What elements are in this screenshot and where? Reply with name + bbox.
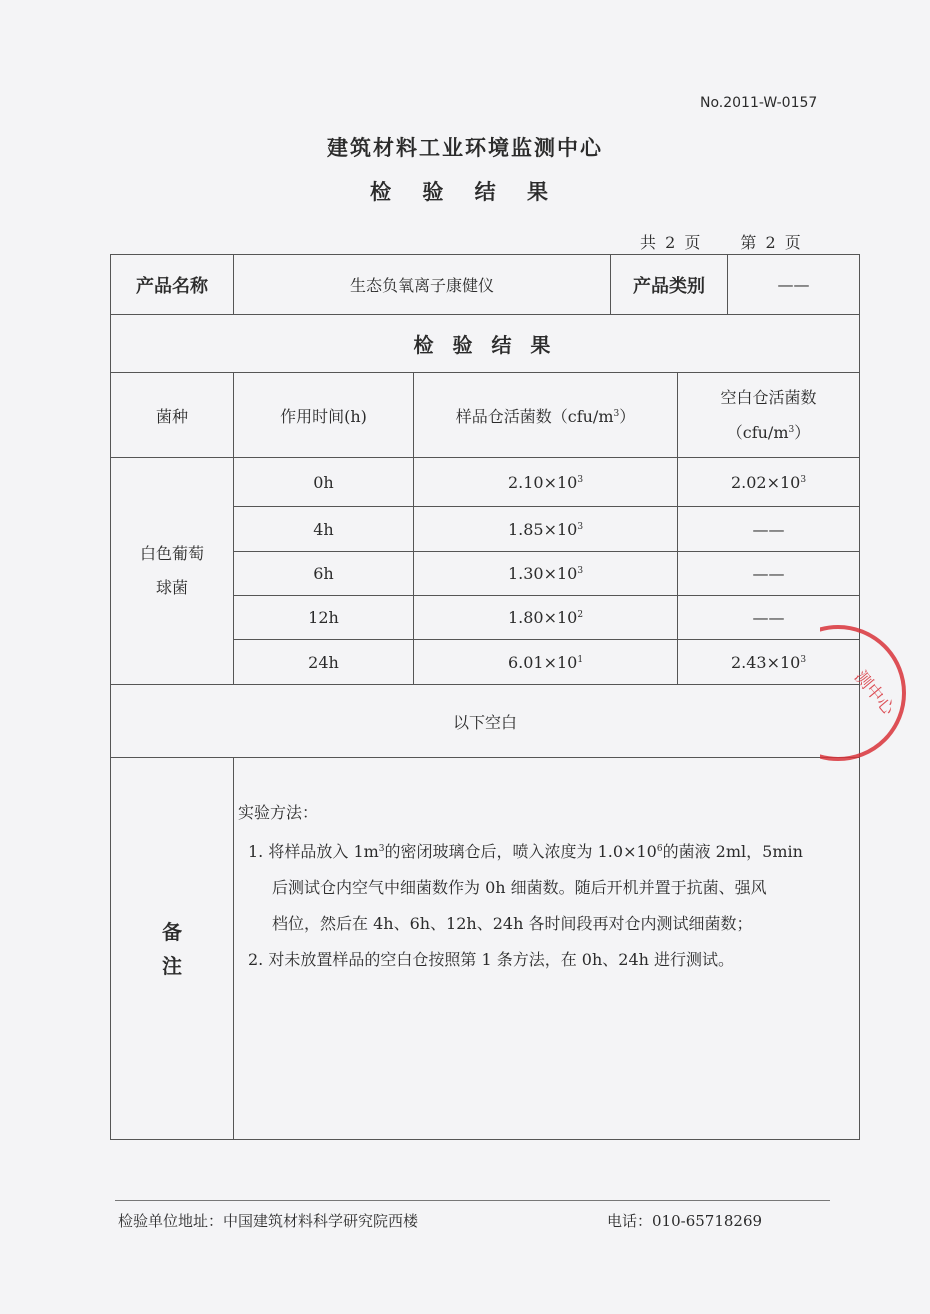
footer-address: 检验单位地址：中国建筑材料科学研究院西楼 bbox=[118, 1212, 419, 1230]
remarks-line: 2. 对未放置样品的空白仓按照第 1 条方法，在 0h、24h 进行测试。 bbox=[248, 950, 735, 969]
row-sample bbox=[414, 458, 677, 506]
row-sample-exp: 1 bbox=[577, 654, 584, 665]
row-blank bbox=[678, 458, 859, 506]
row-sample-value: 1.85×10 bbox=[507, 519, 578, 539]
header-sample-text: 样品仓活菌数（cfu/m bbox=[455, 406, 614, 426]
row-time: 4h bbox=[313, 519, 334, 539]
pages-total: 共 2 页 bbox=[640, 233, 701, 252]
header-sample-count bbox=[414, 373, 677, 457]
document-number: No.2011-W-0157 bbox=[700, 95, 818, 111]
stamp-text: 测中心 bbox=[850, 667, 899, 720]
row-blank bbox=[678, 552, 859, 595]
header-strain: 菌种 bbox=[155, 406, 188, 426]
header-blank-exp: 3 bbox=[788, 424, 795, 435]
remarks-line: 档位，然后在 4h、6h、12h、24h 各时间段再对仓内测试细菌数； bbox=[272, 914, 753, 933]
remarks-label bbox=[111, 758, 233, 1139]
row-blank-value: 2.02×10 bbox=[730, 472, 801, 492]
row-blank-exp: 3 bbox=[800, 654, 807, 665]
row-blank-value: 2.43×10 bbox=[730, 652, 801, 672]
remarks-text: 1. 将样品放入 1m bbox=[248, 842, 379, 861]
strain-name-line2: 球菌 bbox=[155, 578, 188, 597]
product-name-value: 生态负氧离子康健仪 bbox=[349, 276, 494, 295]
organization-title: 建筑材料工业环境监测中心 bbox=[327, 136, 603, 160]
remarks-line: 后测试仓内空气中细菌数作为 0h 细菌数。随后开机并置于抗菌、强风 bbox=[272, 878, 767, 897]
strain-name bbox=[111, 458, 233, 684]
product-category-label: 产品类别 bbox=[633, 275, 705, 297]
page-indicator bbox=[640, 230, 801, 253]
row-blank-value: —— bbox=[752, 519, 785, 539]
row-time: 24h bbox=[308, 652, 339, 672]
header-blank-close: ） bbox=[794, 422, 811, 442]
remarks-line bbox=[238, 831, 858, 870]
row-sample bbox=[414, 640, 677, 684]
product-category-value: —— bbox=[777, 275, 810, 294]
header-blank-line2: （cfu/m bbox=[726, 422, 789, 442]
row-blank-value: —— bbox=[752, 564, 785, 583]
page-current: 第 2 页 bbox=[740, 233, 801, 252]
remarks-body bbox=[238, 795, 858, 978]
row-time: 12h bbox=[308, 608, 339, 627]
header-blank-count bbox=[678, 373, 859, 457]
header-blank-line1: 空白仓活菌数 bbox=[720, 387, 817, 407]
row-sample-exp: 3 bbox=[577, 521, 584, 532]
remarks-exp: 6 bbox=[656, 844, 663, 854]
row-sample bbox=[414, 507, 677, 551]
row-blank bbox=[678, 507, 859, 551]
page-title: 检 验 结 果 bbox=[370, 180, 560, 204]
remarks-heading: 实验方法： bbox=[238, 803, 319, 822]
product-name-label: 产品名称 bbox=[136, 275, 208, 297]
row-sample-value: 6.01×10 bbox=[507, 652, 578, 672]
row-blank-exp: 3 bbox=[800, 474, 807, 485]
row-time: 0h bbox=[313, 472, 334, 492]
remarks-exp: 3 bbox=[378, 844, 385, 854]
remarks-label-1: 备 bbox=[162, 919, 182, 944]
header-sample-close: ） bbox=[619, 406, 636, 426]
row-sample bbox=[414, 596, 677, 639]
row-blank-value: —— bbox=[752, 608, 785, 627]
header-time: 作用时间(h) bbox=[280, 406, 367, 426]
row-sample-value: 1.80×10 bbox=[507, 608, 578, 627]
row-sample-exp: 3 bbox=[577, 566, 584, 576]
row-sample-value: 2.10×10 bbox=[507, 472, 578, 492]
official-stamp bbox=[820, 618, 930, 768]
result-table bbox=[110, 254, 860, 1140]
header-sample-exp: 3 bbox=[613, 408, 620, 419]
blank-note: 以下空白 bbox=[452, 712, 517, 732]
row-sample-value: 1.30×10 bbox=[507, 564, 578, 583]
remarks-text: 的菌液 2ml，5min bbox=[662, 842, 803, 861]
remarks-text: 的密闭玻璃仓后，喷入浓度为 1.0×10 bbox=[384, 842, 657, 861]
remarks-label-2: 注 bbox=[162, 953, 182, 978]
strain-name-line1: 白色葡萄 bbox=[139, 544, 204, 563]
row-sample bbox=[414, 552, 677, 595]
row-sample-exp: 2 bbox=[577, 610, 584, 620]
footer-divider bbox=[115, 1200, 830, 1201]
section-title: 检 验 结 果 bbox=[413, 333, 557, 357]
row-time: 6h bbox=[313, 564, 334, 583]
footer-phone: 电话：010-65718269 bbox=[607, 1212, 763, 1230]
row-sample-exp: 3 bbox=[577, 474, 584, 485]
